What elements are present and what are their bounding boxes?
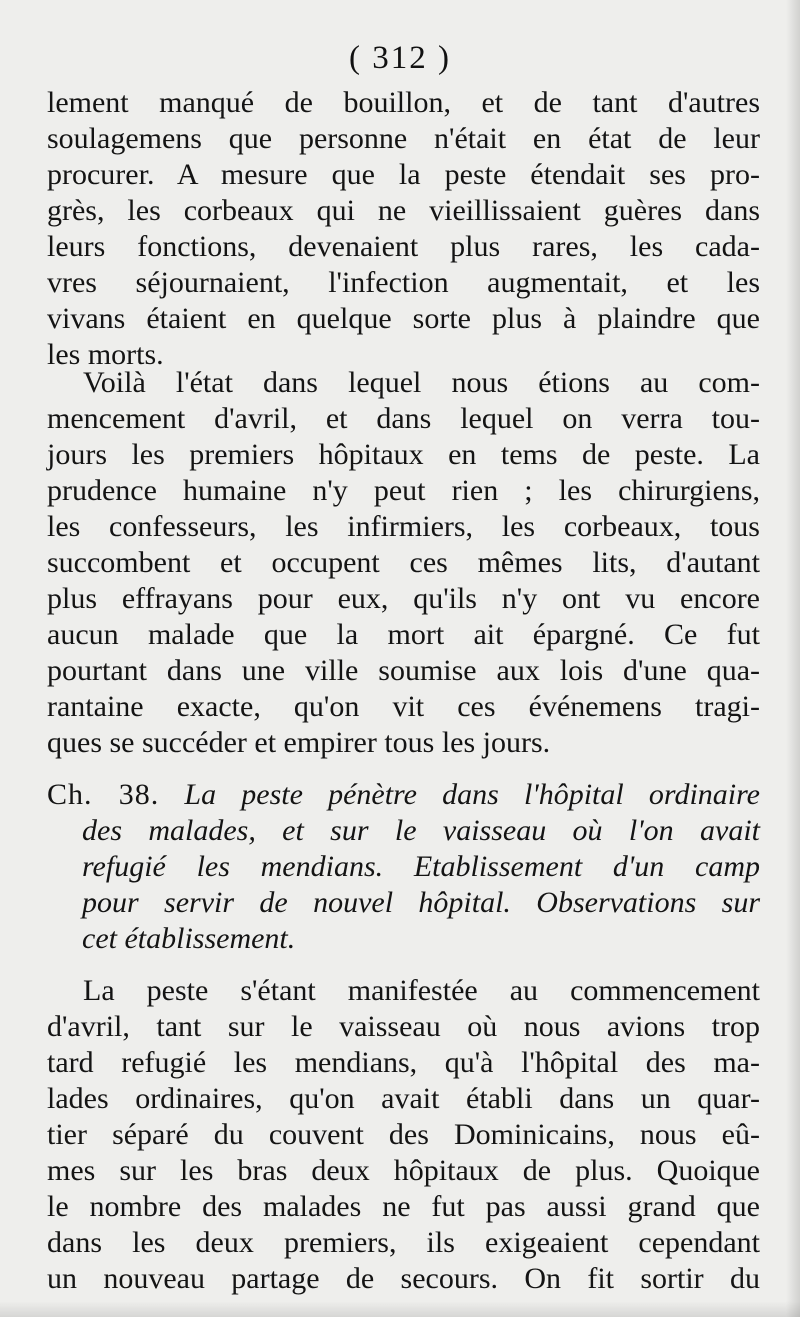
text-line: le nombre des malades ne fut pas aussi grand que bbox=[47, 1190, 760, 1223]
text-line: plus effrayans pour eux, qu'ils n'y ont vu encore bbox=[47, 582, 760, 615]
text-line: aucun malade que la mort ait épargné. Ce fut bbox=[47, 618, 760, 651]
text-line: ques se succéder et empirer tous les jours. bbox=[47, 726, 551, 759]
chapter-summary-line: cet établissement. bbox=[82, 922, 296, 955]
text-line: mes sur les bras deux hôpitaux de plus. Quoique bbox=[47, 1154, 760, 1187]
text-line: vivans étaient en quelque sorte plus à plaindre que bbox=[47, 302, 760, 335]
chapter-summary-line: pour servir de nouvel hôpital. Observations sur bbox=[82, 886, 760, 919]
text-line: tard refugié les mendians, qu'à l'hôpital des ma- bbox=[47, 1046, 760, 1079]
text-line: tier séparé du couvent des Dominicains, nous eû- bbox=[47, 1118, 760, 1151]
text-line: rantaine exacte, qu'on vit ces événemens tragi- bbox=[47, 690, 760, 723]
text-line: leurs fonctions, devenaient plus rares, les cada- bbox=[47, 230, 760, 263]
text-line: grès, les corbeaux qui ne vieillissaient guères dans bbox=[47, 194, 760, 227]
text-line: succombent et occupent ces mêmes lits, d'autant bbox=[47, 546, 760, 579]
text-line: soulagemens que personne n'était en état de leur bbox=[47, 122, 760, 155]
text-line: les morts. bbox=[47, 338, 164, 371]
chapter-number: Ch. 38. bbox=[47, 778, 160, 811]
text-line: lades ordinaires, qu'on avait établi dans un quar- bbox=[47, 1082, 760, 1115]
text-line: Voilà l'état dans lequel nous étions au com- bbox=[83, 366, 760, 399]
text-line: pourtant dans une ville soumise aux lois d'une qua- bbox=[47, 654, 760, 687]
text-line: d'avril, tant sur le vaisseau où nous avions trop bbox=[47, 1010, 760, 1043]
text-line: La peste s'étant manifestée au commencement bbox=[83, 974, 760, 1007]
text-line: dans les deux premiers, ils exigeaient cependant bbox=[47, 1226, 760, 1259]
text-line: lement manqué de bouillon, et de tant d'autres bbox=[47, 86, 760, 119]
text-line: jours les premiers hôpitaux en tems de peste. La bbox=[47, 438, 760, 471]
text-line: mencement d'avril, et dans lequel on verra tou- bbox=[47, 402, 760, 435]
text-line: procurer. A mesure que la peste étendait ses pro- bbox=[47, 158, 760, 191]
chapter-heading bbox=[47, 776, 760, 814]
text-line: les confesseurs, les infirmiers, les corbeaux, tous bbox=[47, 510, 760, 543]
chapter-summary-line: refugié les mendians. Etablissement d'un camp bbox=[82, 850, 760, 883]
chapter-summary-line: des malades, et sur le vaisseau où l'on avait bbox=[82, 814, 760, 847]
text-line: un nouveau partage de secours. On fit sortir du bbox=[47, 1262, 760, 1295]
chapter-summary: La peste pénètre dans l'hôpital ordinaire bbox=[184, 778, 761, 811]
text-line: vres séjournaient, l'infection augmentait, et les bbox=[47, 266, 760, 299]
text-line: prudence humaine n'y peut rien ; les chirurgiens, bbox=[47, 474, 760, 507]
page-number: ( 312 ) bbox=[349, 40, 451, 76]
